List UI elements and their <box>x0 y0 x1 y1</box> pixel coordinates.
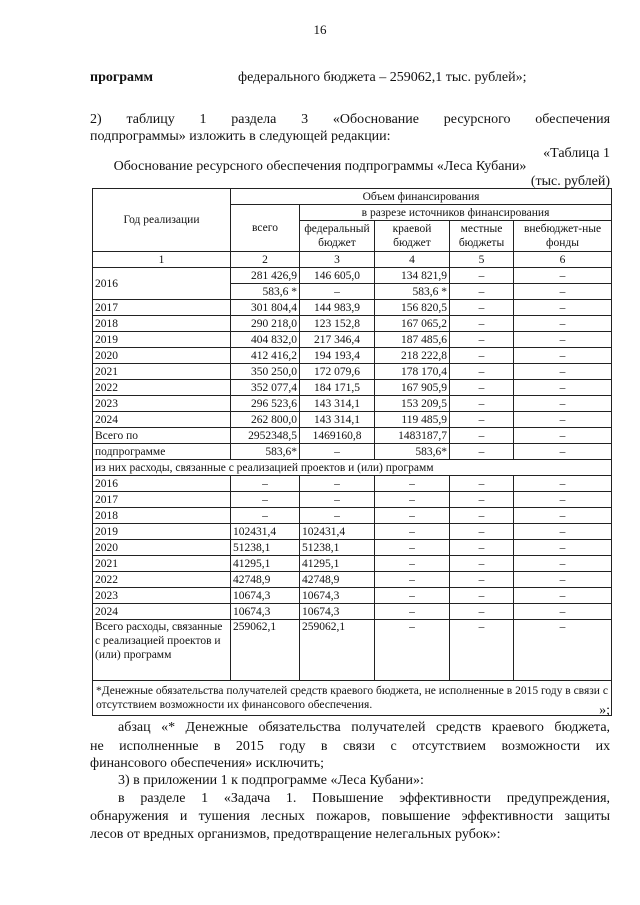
cell-total: 42748,9 <box>231 572 300 588</box>
table-row <box>93 364 612 380</box>
row-year: 2018 <box>93 316 231 332</box>
page-number: 16 <box>313 22 327 37</box>
header-by-sources: в разрезе источников финансирования <box>300 205 612 221</box>
intro-text: федерального бюджета – 259062,1 тыс. рублей»; <box>238 70 527 85</box>
cell-federal: 1469160,8 <box>300 428 375 444</box>
word: в <box>213 739 221 754</box>
cell-regional: 583,6* <box>375 444 450 460</box>
row-year: 2024 <box>93 412 231 428</box>
cell-federal: 172 079,6 <box>300 364 375 380</box>
column-number-row <box>93 252 612 268</box>
cell-regional: 134 821,9 <box>375 268 450 284</box>
word: их <box>595 739 611 754</box>
table-row <box>93 540 612 556</box>
table-row <box>93 316 612 332</box>
cell-total: 262 800,0 <box>231 412 300 428</box>
cell-regional: 167 065,2 <box>375 316 450 332</box>
cell-extra: – <box>514 380 612 396</box>
cell-regional: – <box>375 492 450 508</box>
row-year: 2019 <box>93 524 231 540</box>
table-row <box>93 300 612 316</box>
cell-regional: – <box>375 620 450 681</box>
word: «* <box>161 720 176 735</box>
cell-extra: – <box>514 524 612 540</box>
table-row <box>93 508 612 524</box>
cell-federal: – <box>300 284 375 300</box>
cell-federal: 41295,1 <box>300 556 375 572</box>
cell-local: – <box>450 412 514 428</box>
cell-regional: 156 820,5 <box>375 300 450 316</box>
word: возможности <box>501 739 581 754</box>
cell-total: – <box>231 492 300 508</box>
cell-federal: – <box>300 444 375 460</box>
header-extrabudgetary: внебюджет-ные фонды <box>514 221 612 252</box>
table-row <box>93 524 612 540</box>
row-year: 2023 <box>93 588 231 604</box>
word: 2015 <box>235 739 264 754</box>
word: получателей <box>351 720 426 735</box>
word: 1 <box>199 112 207 127</box>
col-number: 2 <box>231 252 300 268</box>
table-row <box>93 380 612 396</box>
cell-extra: – <box>514 444 612 460</box>
word: пожаров, <box>316 809 371 824</box>
cell-local: – <box>450 268 514 284</box>
cell-extra: – <box>514 412 612 428</box>
cell-regional: – <box>375 476 450 492</box>
subtotal-row <box>93 444 612 460</box>
cell-extra: – <box>514 300 612 316</box>
word: эффективности <box>461 809 554 824</box>
word: раздела <box>231 112 277 127</box>
word: отсутствием <box>412 739 487 754</box>
cell-federal: 143 314,1 <box>300 396 375 412</box>
cell-local: – <box>450 364 514 380</box>
table-title: Обоснование ресурсного обеспечения подпрограммы «Леса Кубани» <box>113 159 527 174</box>
cell-local: – <box>450 556 514 572</box>
cell-local: – <box>450 380 514 396</box>
word: краевого <box>491 720 544 735</box>
cell-extra: – <box>514 316 612 332</box>
cell-extra: – <box>514 364 612 380</box>
table-row <box>93 604 612 620</box>
cell-regional: 583,6 * <box>375 284 450 300</box>
row-year: 2023 <box>93 396 231 412</box>
word: с <box>390 739 397 754</box>
cell-extra: – <box>514 396 612 412</box>
table-row <box>93 396 612 412</box>
cell-total: 259062,1 <box>231 620 300 681</box>
cell-regional: – <box>375 508 450 524</box>
cell-total: 301 804,4 <box>231 300 300 316</box>
section1-line2 <box>90 808 610 825</box>
table-row <box>93 588 612 604</box>
cell-local: – <box>450 348 514 364</box>
cell-federal: – <box>300 492 375 508</box>
cell-regional: 167 905,9 <box>375 380 450 396</box>
word: абзац <box>118 720 151 735</box>
cell-federal: – <box>300 476 375 492</box>
cell-local: – <box>450 588 514 604</box>
subtotal-label: подпрограмме <box>93 444 231 460</box>
table-end-mark: »; <box>599 703 610 718</box>
header-funding-volume: Объем финансирования <box>231 189 612 205</box>
word: разделе <box>140 791 186 806</box>
cell-federal: 51238,1 <box>300 540 375 556</box>
cell-total: – <box>231 508 300 524</box>
row-year: 2021 <box>93 556 231 572</box>
cell-federal: 143 314,1 <box>300 412 375 428</box>
cell-extra: – <box>514 588 612 604</box>
cell-local: – <box>450 492 514 508</box>
section-label: из них расходы, связанные с реализацией проектов и (или) программ <box>93 460 612 476</box>
cell-total: 41295,1 <box>231 556 300 572</box>
cell-regional: 187 485,6 <box>375 332 450 348</box>
table-number: «Таблица 1 <box>543 146 610 161</box>
cell-local: – <box>450 540 514 556</box>
cell-extra: – <box>514 348 612 364</box>
table-row <box>93 332 612 348</box>
row-year: 2017 <box>93 300 231 316</box>
cell-total: 404 832,0 <box>231 332 300 348</box>
table-row <box>93 268 612 284</box>
abzac-line2 <box>90 738 610 755</box>
cell-regional: – <box>375 604 450 620</box>
cell-extra: – <box>514 332 612 348</box>
word: таблицу <box>126 112 175 127</box>
cell-regional: 1483187,7 <box>375 428 450 444</box>
project-total-row <box>93 620 612 681</box>
cell-extra: – <box>514 556 612 572</box>
cell-extra: – <box>514 476 612 492</box>
cell-federal: 217 346,4 <box>300 332 375 348</box>
word: Повышение <box>312 791 384 806</box>
cell-federal: 184 171,5 <box>300 380 375 396</box>
word: обнаружения <box>90 809 169 824</box>
cell-federal: 259062,1 <box>300 620 375 681</box>
word: 1. <box>285 791 297 806</box>
cell-total: 583,6 * <box>231 284 300 300</box>
cell-regional: – <box>375 556 450 572</box>
word: эффективности <box>399 791 491 806</box>
cell-local: – <box>450 508 514 524</box>
header-regional: краевой бюджет <box>375 221 450 252</box>
cell-local: – <box>450 332 514 348</box>
word: в <box>320 739 328 754</box>
cell-total: 350 250,0 <box>231 364 300 380</box>
table-row <box>93 572 612 588</box>
table-footnote: *Денежные обязательства получателей средств краевого бюджета, не исполненные в 2015 году в связи с отсутствием возможности их финансового обеспечения. <box>93 681 612 716</box>
cell-local: – <box>450 300 514 316</box>
cell-regional: 153 209,5 <box>375 396 450 412</box>
cell-extra: – <box>514 492 612 508</box>
col-number: 1 <box>93 252 231 268</box>
cell-local: – <box>450 428 514 444</box>
abzac-line1 <box>118 719 610 736</box>
cell-extra: – <box>514 572 612 588</box>
cell-local: – <box>450 620 514 681</box>
header-federal: федеральный бюджет <box>300 221 375 252</box>
row-year: 2018 <box>93 508 231 524</box>
cell-local: – <box>450 572 514 588</box>
resource-table <box>92 188 612 716</box>
word: бюджета, <box>554 720 611 735</box>
cell-extra: – <box>514 268 612 284</box>
table-row <box>93 556 612 572</box>
word: в <box>118 791 125 806</box>
table-row <box>93 492 612 508</box>
subtotal-row <box>93 428 612 444</box>
cell-federal: 42748,9 <box>300 572 375 588</box>
word: предупреждения, <box>506 791 611 806</box>
word: средств <box>435 720 482 735</box>
row-year: 2017 <box>93 492 231 508</box>
col-number: 5 <box>450 252 514 268</box>
row-year: 2016 <box>93 476 231 492</box>
cell-regional: – <box>375 524 450 540</box>
word: «Задача <box>223 791 271 806</box>
project-total-label: Всего расходы, связанные с реализацией проектов и (или) программ <box>93 620 231 681</box>
cell-local: – <box>450 396 514 412</box>
word: исполненные <box>119 739 199 754</box>
table-unit: (тыс. рублей) <box>530 174 610 189</box>
word: защиты <box>564 809 611 824</box>
cell-federal: – <box>300 508 375 524</box>
row-year: 2022 <box>93 572 231 588</box>
cell-regional: 178 170,4 <box>375 364 450 380</box>
row-year: 2020 <box>93 540 231 556</box>
row-year: 2019 <box>93 332 231 348</box>
section1-line3: лесов от вредных организмов, предотвращение нелегальных рубок»: <box>90 827 501 842</box>
cell-extra: – <box>514 604 612 620</box>
header-total: всего <box>231 205 300 252</box>
row-year: 2022 <box>93 380 231 396</box>
col-number: 4 <box>375 252 450 268</box>
cell-total: 290 218,0 <box>231 316 300 332</box>
cell-federal: 10674,3 <box>300 588 375 604</box>
cell-regional: – <box>375 540 450 556</box>
header-year: Год реализации <box>93 189 231 252</box>
cell-regional: – <box>375 588 450 604</box>
cell-extra: – <box>514 508 612 524</box>
word: 2) <box>90 112 102 127</box>
word: связи <box>342 739 376 754</box>
word: Денежные <box>185 720 248 735</box>
cell-regional: – <box>375 572 450 588</box>
word: тушения <box>198 809 250 824</box>
cell-total: 352 077,4 <box>231 380 300 396</box>
word: не <box>90 739 104 754</box>
word: и <box>179 809 188 824</box>
cell-total: 102431,4 <box>231 524 300 540</box>
footnote-row <box>93 681 612 716</box>
cell-local: – <box>450 604 514 620</box>
header-row <box>93 189 612 205</box>
table-row <box>93 412 612 428</box>
cell-total: 281 426,9 <box>231 268 300 284</box>
cell-local: – <box>450 316 514 332</box>
cell-federal: 194 193,4 <box>300 348 375 364</box>
word: обеспечения <box>535 112 611 127</box>
row-year: 2024 <box>93 604 231 620</box>
row-year: 2016 <box>93 268 231 300</box>
word: 1 <box>201 791 209 806</box>
cell-extra: – <box>514 540 612 556</box>
subtotal-label: Всего по <box>93 428 231 444</box>
table-row <box>93 476 612 492</box>
word: обязательства <box>258 720 341 735</box>
cell-federal: 144 983,9 <box>300 300 375 316</box>
cell-total: 10674,3 <box>231 604 300 620</box>
item2-line2: подпрограммы» изложить в следующей редакции: <box>90 129 391 144</box>
section-row <box>93 460 612 476</box>
cell-total: 412 416,2 <box>231 348 300 364</box>
row-year: 2021 <box>93 364 231 380</box>
cell-total: 51238,1 <box>231 540 300 556</box>
section1-line1 <box>118 790 610 807</box>
cell-regional: 218 222,8 <box>375 348 450 364</box>
cell-total: 583,6* <box>231 444 300 460</box>
intro-label: программ <box>90 70 154 85</box>
word: повышение <box>381 809 451 824</box>
cell-regional: 119 485,9 <box>375 412 450 428</box>
cell-total: 10674,3 <box>231 588 300 604</box>
cell-federal: 10674,3 <box>300 604 375 620</box>
word: лесных <box>261 809 305 824</box>
cell-extra: – <box>514 620 612 681</box>
table-row <box>93 348 612 364</box>
cell-federal: 102431,4 <box>300 524 375 540</box>
cell-local: – <box>450 476 514 492</box>
cell-federal: 146 605,0 <box>300 268 375 284</box>
word: 3 <box>301 112 309 127</box>
col-number: 6 <box>514 252 612 268</box>
word: «Обоснование <box>332 112 419 127</box>
cell-local: – <box>450 524 514 540</box>
word: году <box>279 739 306 754</box>
row-year: 2020 <box>93 348 231 364</box>
cell-total: 296 523,6 <box>231 396 300 412</box>
cell-total: – <box>231 476 300 492</box>
word: ресурсного <box>443 112 511 127</box>
cell-federal: 123 152,8 <box>300 316 375 332</box>
header-local: местные бюджеты <box>450 221 514 252</box>
cell-extra: – <box>514 428 612 444</box>
item3: 3) в приложении 1 к подпрограмме «Леса Кубани»: <box>118 773 424 788</box>
abzac-line3: финансового обеспечения» исключить; <box>90 756 324 771</box>
item2-line1 <box>90 111 610 128</box>
cell-extra: – <box>514 284 612 300</box>
cell-local: – <box>450 444 514 460</box>
cell-local: – <box>450 284 514 300</box>
cell-total: 2952348,5 <box>231 428 300 444</box>
col-number: 3 <box>300 252 375 268</box>
